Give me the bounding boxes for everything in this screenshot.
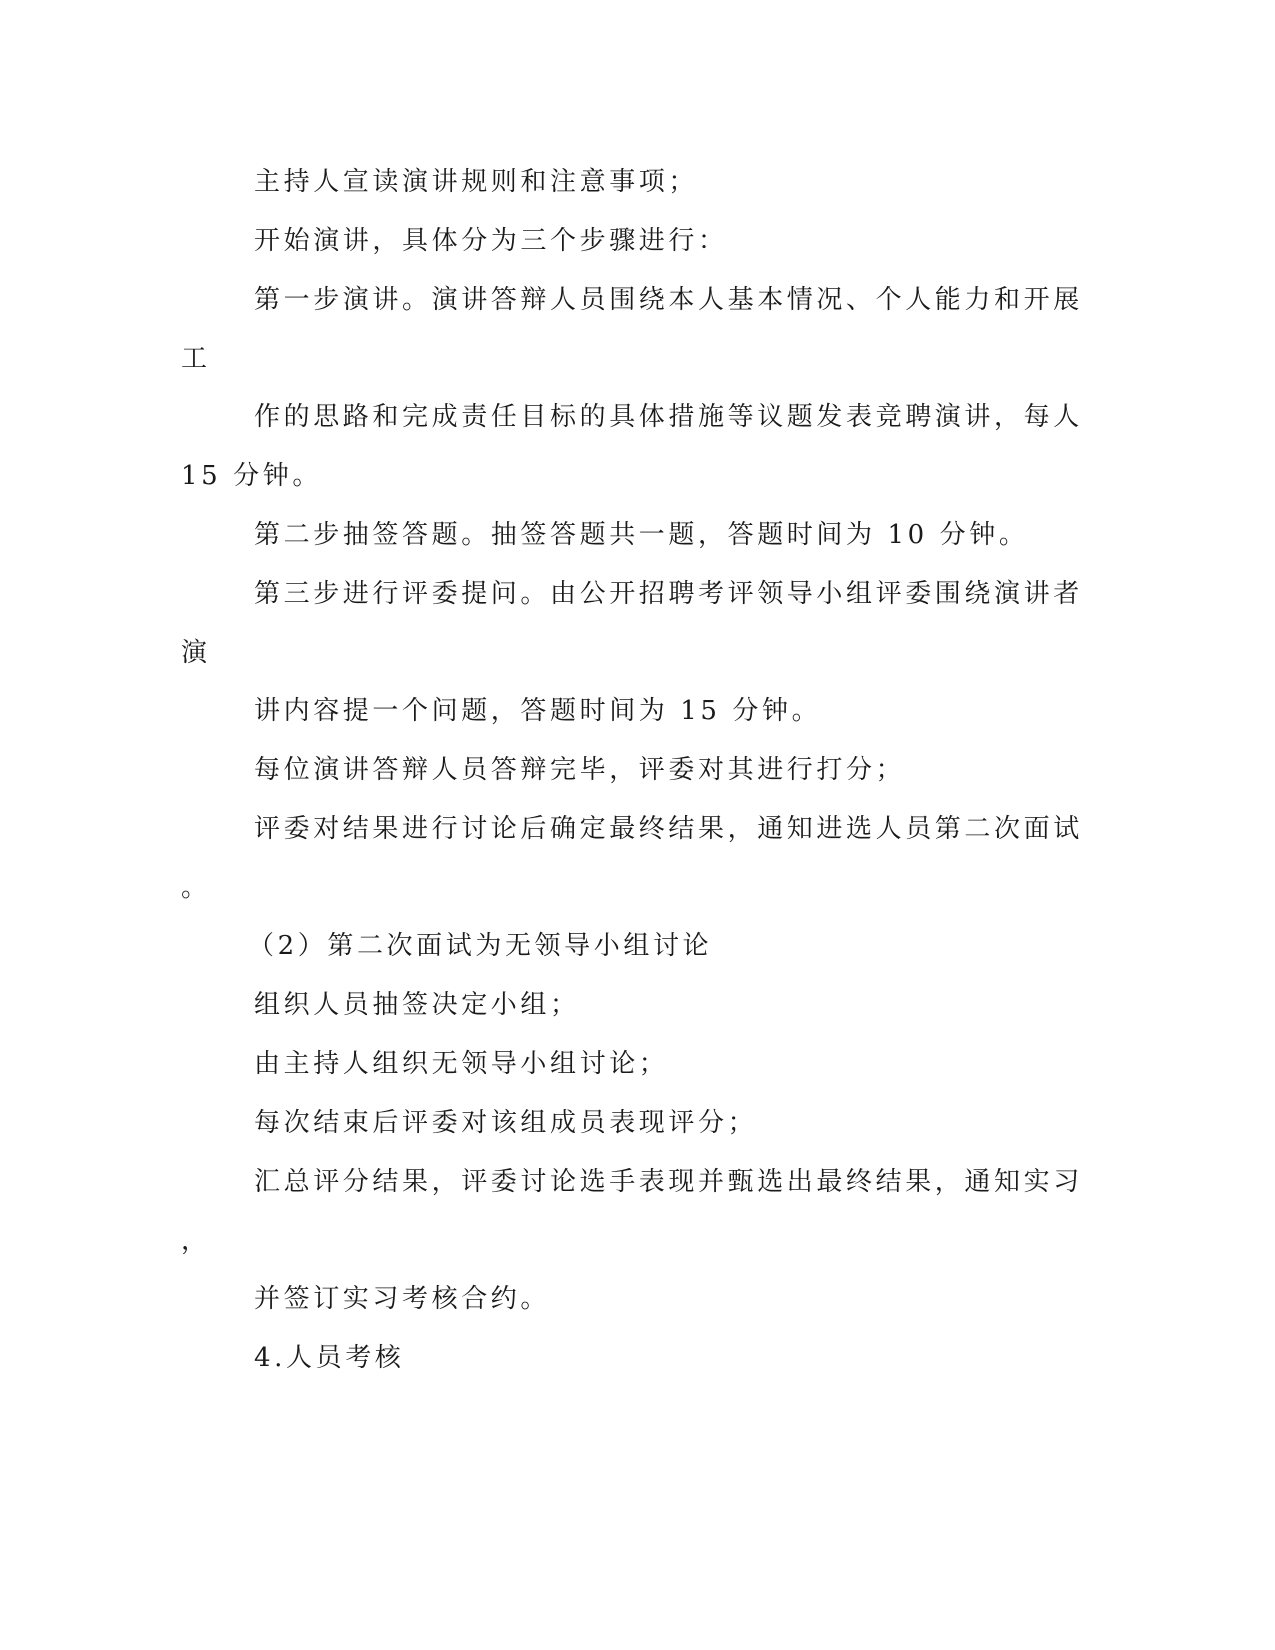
paragraph-line: 每位演讲答辩人员答辩完毕，评委对其进行打分；: [254, 755, 906, 785]
paragraph-line: 第一步演讲。演讲答辩人员围绕本人基本情况、个人能力和开展: [254, 285, 1083, 315]
paragraph-line: 组织人员抽签决定小组；: [254, 990, 580, 1020]
paragraph-line: 讲内容提一个问题，答题时间为 15 分钟。: [254, 696, 822, 726]
paragraph-line: 第三步进行评委提问。由公开招聘考评领导小组评委围绕演讲者: [254, 579, 1083, 609]
paragraph-line: ，: [181, 1226, 211, 1256]
paragraph-line: 15 分钟。: [181, 461, 322, 491]
paragraph-line: 由主持人组织无领导小组讨论；: [254, 1049, 669, 1079]
paragraph-line: 开始演讲，具体分为三个步骤进行：: [254, 226, 728, 256]
paragraph-line: 演: [181, 638, 211, 668]
paragraph-line: 作的思路和完成责任目标的具体措施等议题发表竞聘演讲，每人: [254, 402, 1083, 432]
paragraph-line: 评委对结果进行讨论后确定最终结果，通知进选人员第二次面试: [254, 814, 1083, 844]
section-heading: 4.人员考核: [254, 1343, 405, 1373]
section-heading: （2）第二次面试为无领导小组讨论: [248, 931, 713, 961]
paragraph-line: 并签订实习考核合约。: [254, 1284, 551, 1314]
paragraph-line: 每次结束后评委对该组成员表现评分；: [254, 1108, 758, 1138]
paragraph-line: 工: [181, 344, 211, 374]
paragraph-line: 主持人宣读演讲规则和注意事项；: [254, 167, 699, 197]
paragraph-line: 汇总评分结果，评委讨论选手表现并甄选出最终结果，通知实习: [254, 1167, 1083, 1197]
paragraph-line: 第二步抽签答题。抽签答题共一题，答题时间为 10 分钟。: [254, 520, 1029, 550]
paragraph-line: 。: [181, 873, 211, 903]
